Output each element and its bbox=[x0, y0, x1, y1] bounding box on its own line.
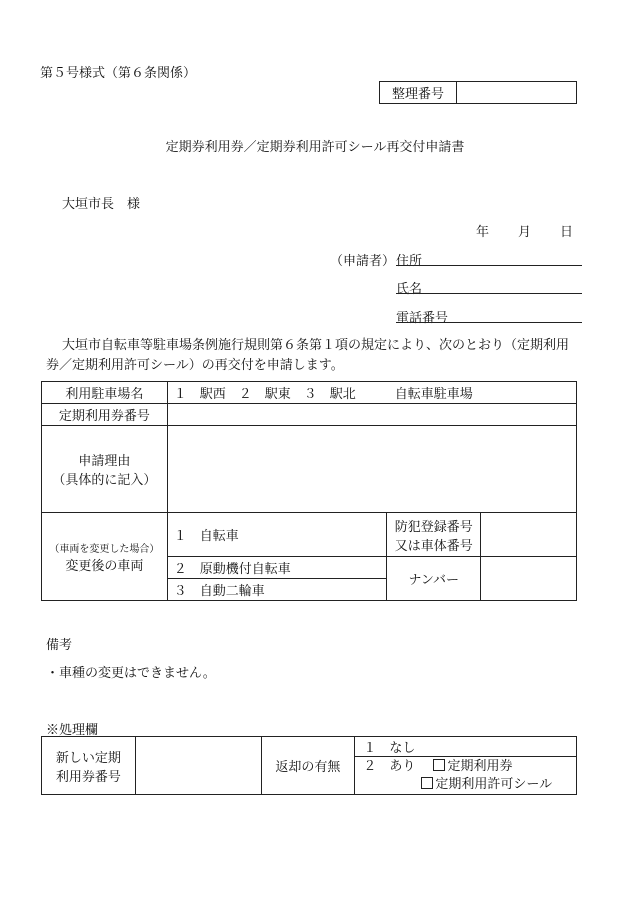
reference-number-field[interactable] bbox=[457, 82, 577, 104]
parking-options[interactable]: １ 駅西 ２ 駅東 ３ 駅北 自転車駐車場 bbox=[167, 382, 576, 404]
application-table bbox=[41, 381, 577, 601]
vehicle-option-motorcycle[interactable]: ３ 自動二輪車 bbox=[167, 579, 387, 601]
addressee: 大垣市長 様 bbox=[62, 197, 141, 212]
crime-number-label-line1: 防犯登録番号 bbox=[394, 519, 473, 535]
return-check-ticket-label: 定期利用券 bbox=[447, 758, 513, 774]
reference-number-label: 整理番号 bbox=[380, 82, 457, 104]
document-title: 定期券利用券／定期券利用許可シール再交付申請書 bbox=[165, 140, 465, 155]
checkbox-icon[interactable] bbox=[433, 759, 445, 771]
reason-label bbox=[42, 426, 168, 513]
return-option-yes-label: ２ あり bbox=[363, 758, 416, 774]
intro-text-line2: 券／定期利用許可シール）の再交付を申請します。 bbox=[46, 358, 344, 373]
intro-text-line1: 大垣市自転車等駐車場条例施行規則第６条第１項の規定により、次のとおり（定期利用 bbox=[62, 338, 570, 353]
return-option-yes-row1 bbox=[363, 758, 570, 776]
new-ticket-label bbox=[42, 737, 136, 795]
return-check-sticker[interactable] bbox=[363, 776, 570, 794]
plate-number-label: ナンバー bbox=[387, 557, 481, 601]
return-check-ticket[interactable] bbox=[433, 759, 512, 774]
return-option-none[interactable]: １ なし bbox=[355, 737, 577, 757]
form-code: 第５号様式（第６条関係） bbox=[40, 66, 197, 81]
reason-label-line1: 申請理由 bbox=[78, 454, 131, 469]
date-day: 日 bbox=[560, 225, 574, 240]
vehicle-option-bicycle[interactable]: １ 自転車 bbox=[167, 513, 387, 557]
crime-number-label-line2: 又は車体番号 bbox=[394, 538, 473, 554]
applicant-name-line[interactable] bbox=[396, 293, 582, 294]
processing-table bbox=[41, 736, 577, 795]
applicant-name-label: 氏名 bbox=[396, 282, 423, 297]
reason-label-line2: （具体的に記入） bbox=[52, 473, 157, 488]
plate-number-field[interactable] bbox=[481, 557, 577, 601]
parking-label: 利用駐車場名 bbox=[42, 382, 168, 404]
checkbox-icon[interactable] bbox=[421, 777, 433, 789]
ticket-number-label: 定期利用券番号 bbox=[42, 404, 168, 426]
new-ticket-field[interactable] bbox=[135, 737, 261, 795]
remarks-item: ・車種の変更はできません。 bbox=[46, 666, 216, 681]
return-label: 返却の有無 bbox=[261, 737, 355, 795]
crime-number-label bbox=[387, 513, 481, 557]
applicant-phone-label: 電話番号 bbox=[396, 311, 449, 326]
date-month: 月 bbox=[518, 225, 532, 240]
date-year: 年 bbox=[476, 225, 490, 240]
reference-number-table bbox=[379, 81, 577, 104]
vehicle-change-title: 変更後の車両 bbox=[65, 558, 144, 574]
vehicle-change-label bbox=[42, 513, 168, 601]
new-ticket-label-line1: 新しい定期 bbox=[55, 750, 121, 766]
applicant-address-label: 住所 bbox=[396, 254, 423, 269]
crime-number-field[interactable] bbox=[481, 513, 577, 557]
vehicle-change-note: （車両を変更した場合） bbox=[49, 543, 160, 555]
new-ticket-label-line2: 利用券番号 bbox=[55, 769, 121, 785]
applicant-address-line[interactable] bbox=[396, 265, 582, 266]
applicant-label: （申請者） bbox=[330, 254, 396, 269]
processing-title: ※処理欄 bbox=[46, 723, 99, 738]
return-check-sticker-label: 定期利用許可シール bbox=[435, 776, 553, 792]
vehicle-option-moped[interactable]: ２ 原動機付自転車 bbox=[167, 557, 387, 579]
applicant-phone-line[interactable] bbox=[396, 322, 582, 323]
reason-field[interactable] bbox=[167, 426, 576, 513]
return-option-yes bbox=[355, 757, 577, 795]
ticket-number-field[interactable] bbox=[167, 404, 576, 426]
remarks-title: 備考 bbox=[46, 638, 73, 653]
